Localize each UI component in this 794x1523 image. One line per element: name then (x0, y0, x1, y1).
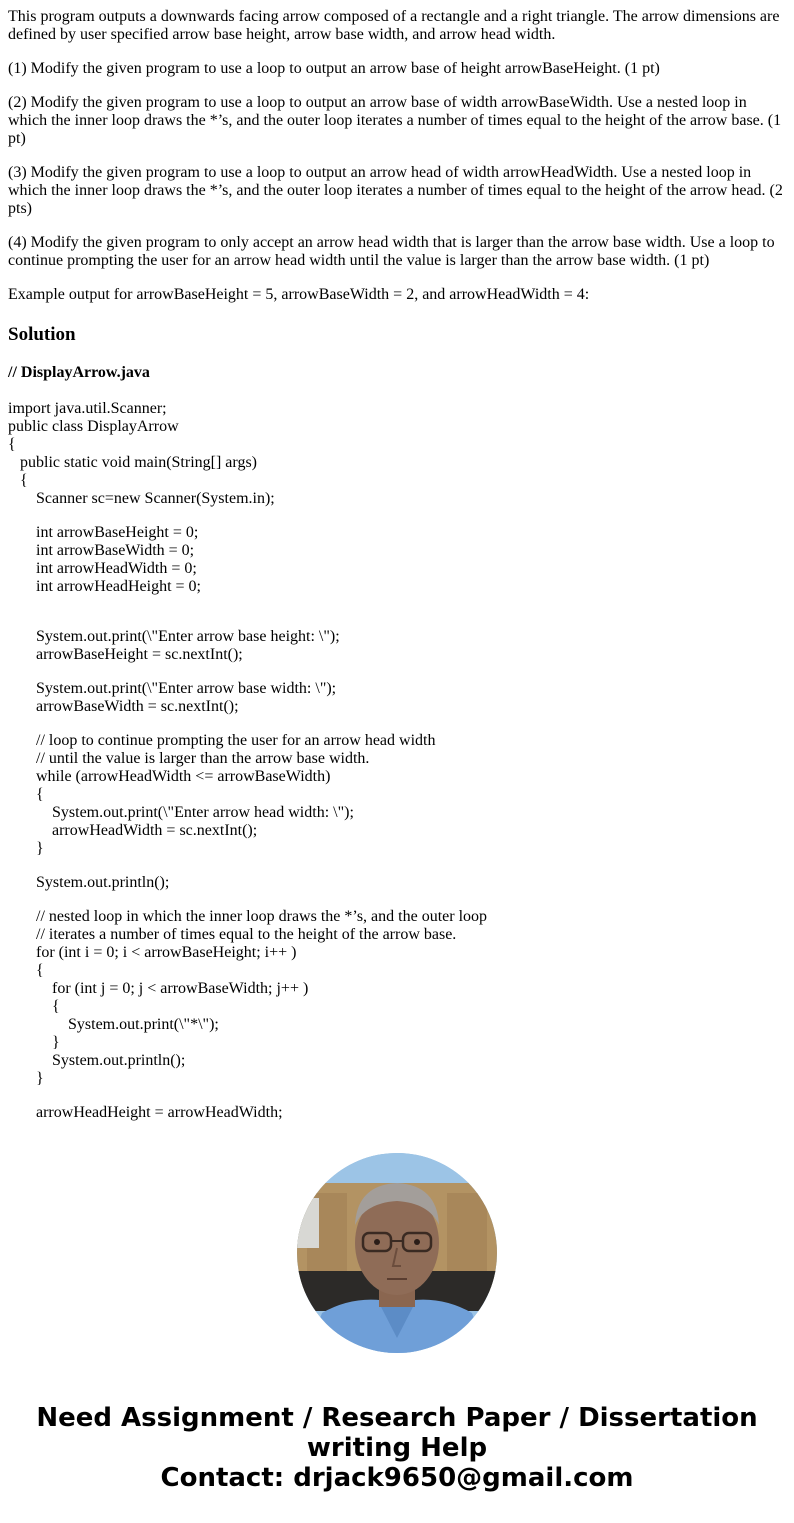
example-output-caption: Example output for arrowBaseHeight = 5, arrowBaseWidth = 2, and arrowHeadWidth = 4: (8, 286, 590, 303)
code-line: } (8, 1070, 44, 1087)
code-line: int arrowBaseHeight = 0; (8, 524, 199, 541)
code-line: } (8, 840, 44, 857)
code-line: while (arrowHeadWidth <= arrowBaseWidth) (8, 768, 331, 785)
code-line: int arrowBaseWidth = 0; (8, 542, 195, 559)
document-body (8, 8, 786, 1122)
code-line-blank (8, 716, 786, 732)
code-line: Scanner sc=new Scanner(System.in); (8, 490, 275, 507)
avatar (297, 1153, 497, 1353)
solution-heading: Solution (8, 324, 76, 345)
code-line: int arrowHeadHeight = 0; (8, 578, 201, 595)
code-line: // loop to continue prompting the user for an arrow head width (8, 732, 436, 749)
code-line: public class DisplayArrow (8, 418, 179, 435)
requirement-1: (1) Modify the given program to use a loop to output an arrow base of height arrowBaseHeight. (1 pt) (8, 60, 660, 77)
code-line: // nested loop in which the inner loop draws the *’s, and the outer loop (8, 908, 488, 925)
code-line-blank (8, 858, 786, 874)
code-line: { (8, 472, 28, 489)
code-line-blank (8, 612, 786, 628)
person-photo-icon (297, 1153, 497, 1353)
promo-line-1: Need Assignment / Research Paper / Dissertation (36, 1403, 758, 1433)
code-line-blank (8, 596, 786, 612)
code-line: System.out.print(\"*\"); (8, 1016, 219, 1033)
code-line: } (8, 1034, 60, 1051)
code-line: System.out.println(); (8, 874, 170, 891)
intro-paragraph: This program outputs a downwards facing arrow composed of a rectangle and a right triangle. The arrow dimensions are defined by user specified arrow base height, arrow base width, and arrow head width. (8, 8, 780, 43)
code-line: for (int i = 0; i < arrowBaseHeight; i++ ) (8, 944, 297, 961)
code-line: // iterates a number of times equal to the height of the arrow base. (8, 926, 457, 943)
code-line: // until the value is larger than the arrow base width. (8, 750, 370, 767)
code-line: int arrowHeadWidth = 0; (8, 560, 197, 577)
code-line: { (8, 962, 44, 979)
code-line: { (8, 436, 16, 453)
promo-contact: Contact: drjack9650@gmail.com (160, 1463, 634, 1493)
code-line: arrowHeadWidth = sc.nextInt(); (8, 822, 258, 839)
code-line: arrowHeadHeight = arrowHeadWidth; (8, 1104, 283, 1121)
code-line: public static void main(String[] args) (8, 454, 257, 471)
code-line-blank (8, 1088, 786, 1104)
code-block (8, 400, 786, 1122)
code-line: System.out.print(\"Enter arrow base height: \"); (8, 628, 340, 645)
promo-banner (0, 1403, 794, 1493)
requirement-3: (3) Modify the given program to use a loop to output an arrow head of width arrowHeadWidth. Use a nested loop in which the inner loop draws the *’s, and the outer loop iterates a number of times equal to the height of the arrow head. (2 pts) (8, 164, 783, 217)
code-line: arrowBaseHeight = sc.nextInt(); (8, 646, 243, 663)
requirement-4: (4) Modify the given program to only accept an arrow head width that is larger than the arrow base width. Use a loop to continue prompting the user for an arrow head width until the value is larger than the arrow base width. (1 pt) (8, 234, 775, 269)
promo-line-2: writing Help (306, 1433, 488, 1463)
code-line-blank (8, 892, 786, 908)
code-line: { (8, 786, 44, 803)
code-line-blank (8, 508, 786, 524)
code-line: arrowBaseWidth = sc.nextInt(); (8, 698, 239, 715)
code-line: System.out.print(\"Enter arrow base width: \"); (8, 680, 337, 697)
code-line-blank (8, 664, 786, 680)
requirement-2: (2) Modify the given program to use a loop to output an arrow base of width arrowBaseWidth. Use a nested loop in which the inner loop draws the *’s, and the outer loop iterates a number of times equal to the height of the arrow base. (1 pt) (8, 94, 782, 147)
file-title: // DisplayArrow.java (8, 364, 150, 381)
code-line: import java.util.Scanner; (8, 400, 167, 417)
code-line: for (int j = 0; j < arrowBaseWidth; j++ ) (8, 980, 309, 997)
code-line: System.out.print(\"Enter arrow head width: \"); (8, 804, 354, 821)
code-line: System.out.println(); (8, 1052, 186, 1069)
code-line: { (8, 998, 60, 1015)
